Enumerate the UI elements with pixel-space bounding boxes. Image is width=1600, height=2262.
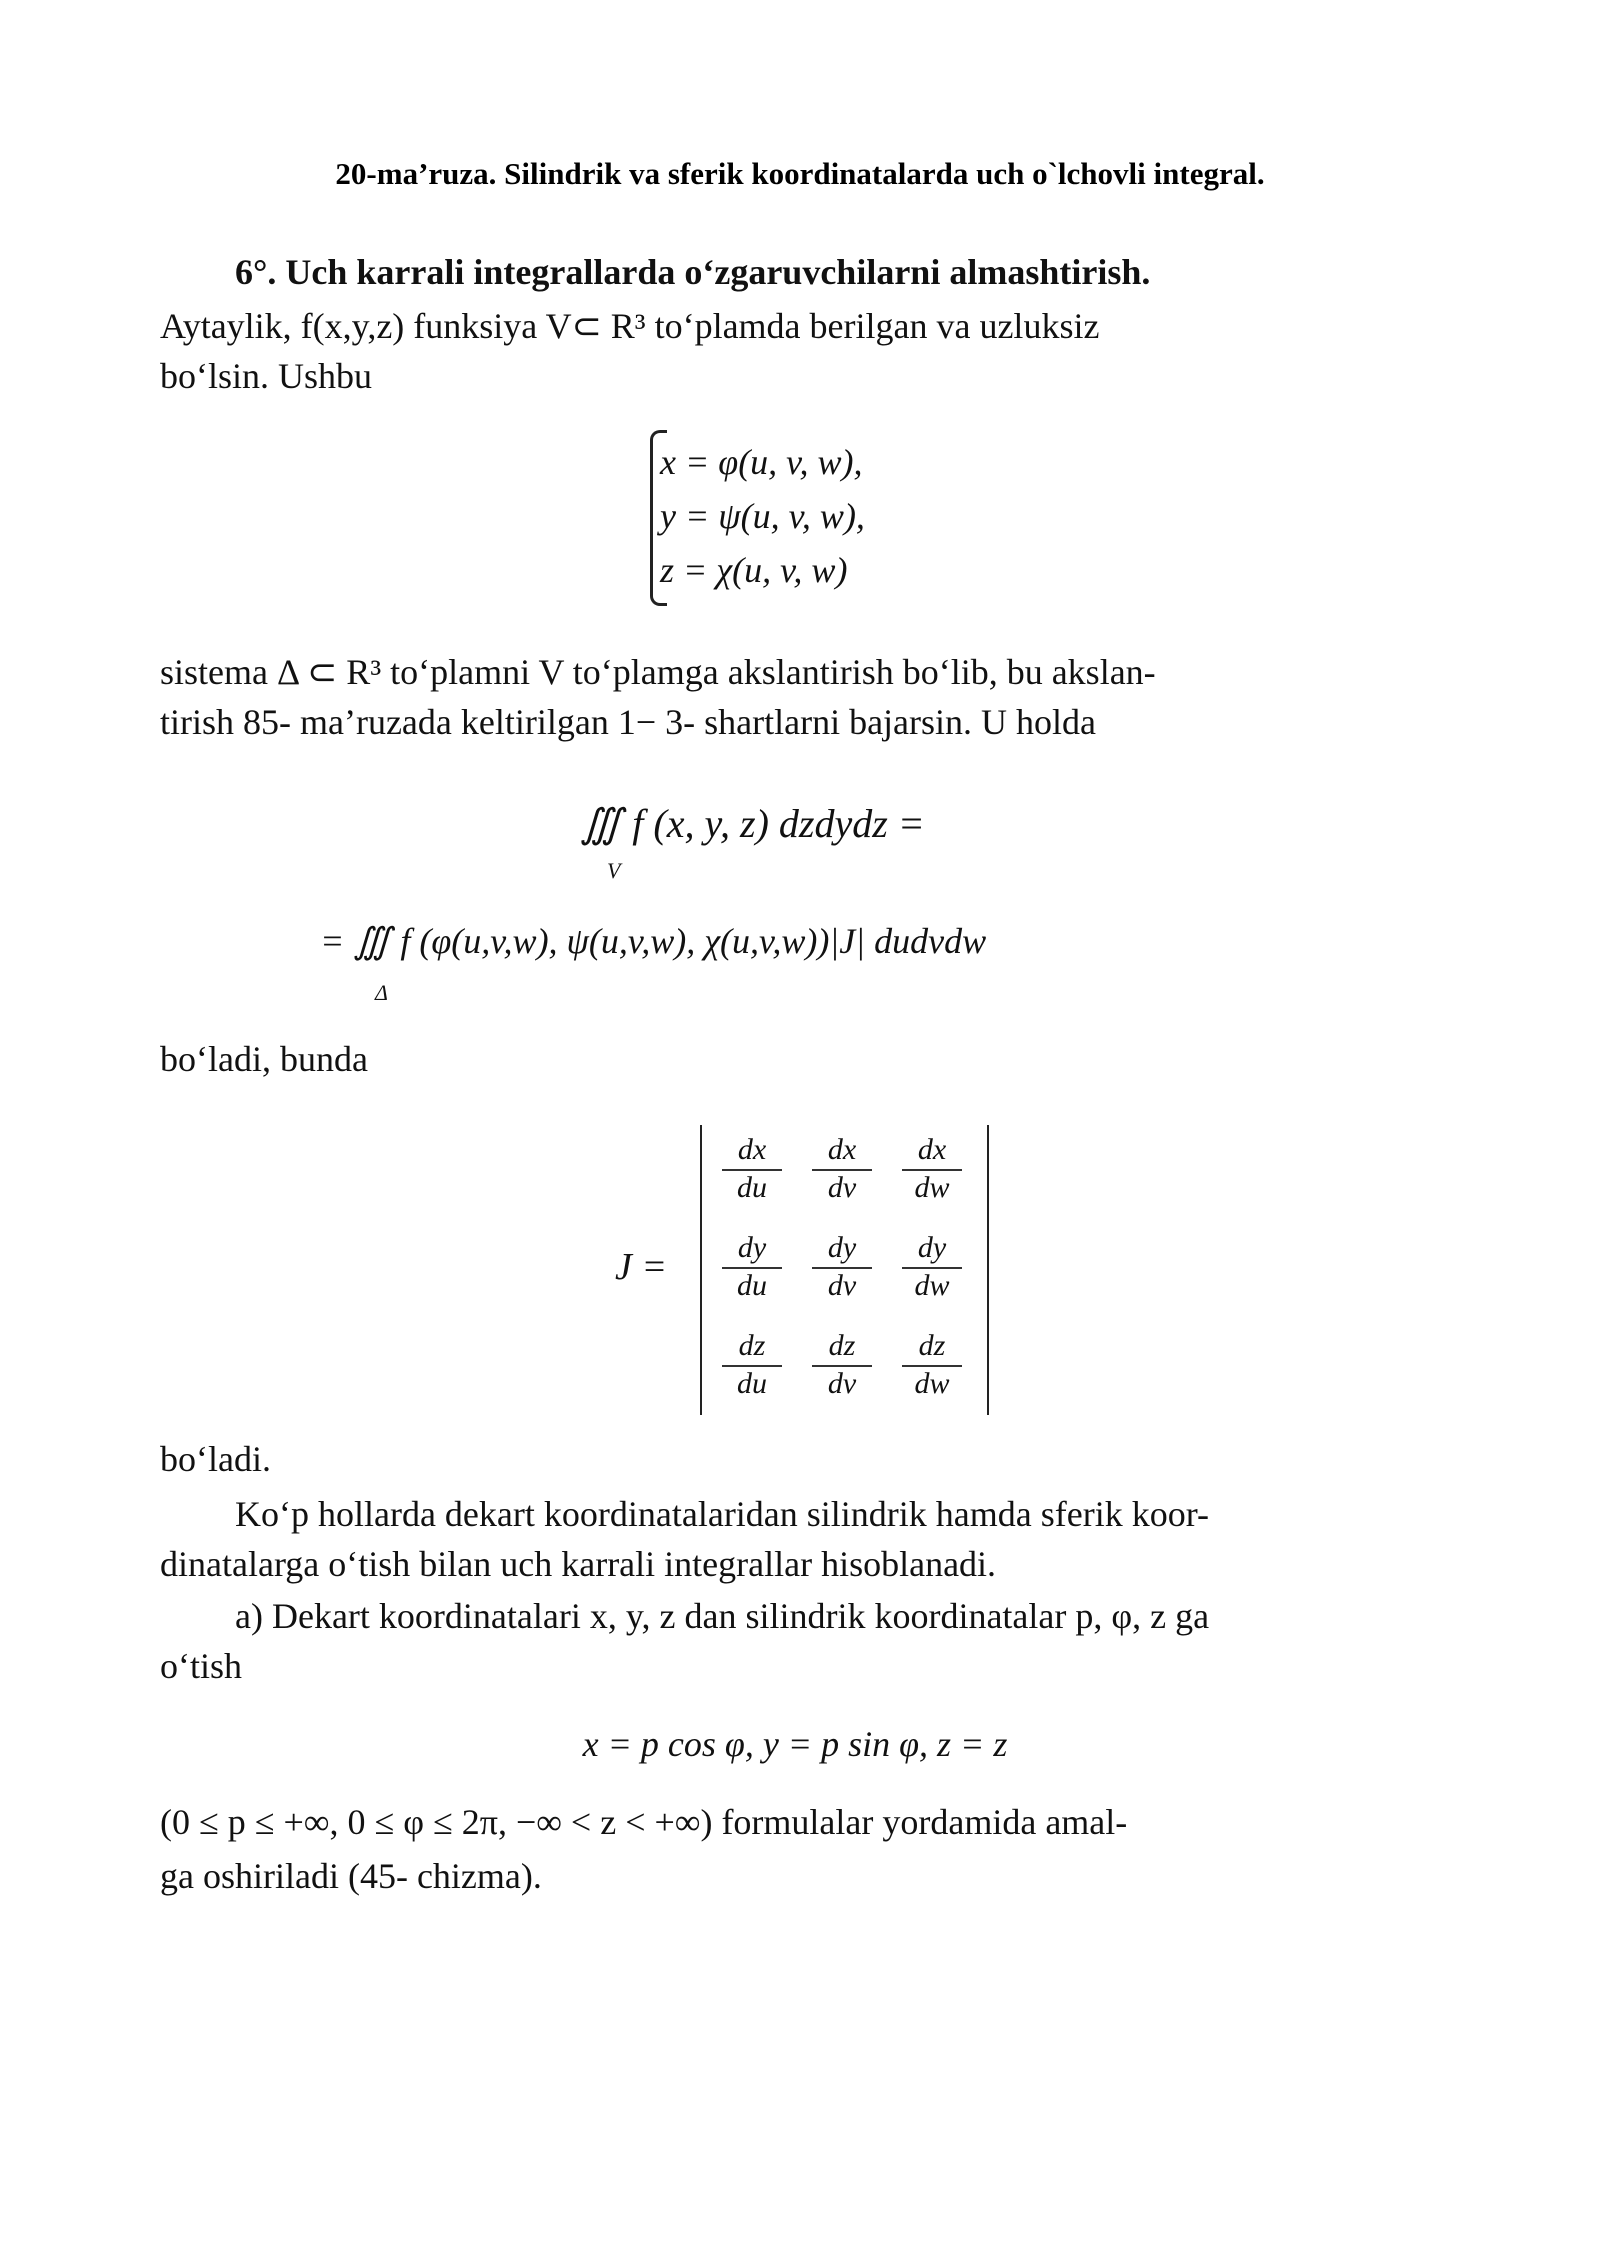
triple-integral-delta: = ∭ f (φ(u,v,w), ψ(u,v,w), χ(u,v,w))|J| dudvdw (320, 921, 987, 961)
intro-line-1: Aytaylik, f(x,y,z) funksiya V⊂ R³ to‘plamda berilgan va uzluksiz (160, 306, 1100, 346)
jacobian-entry: $\frac{dy}{dv}$ (812, 1231, 872, 1303)
jacobian-determinant (700, 1125, 989, 1415)
integral-domain-v: V (607, 858, 621, 883)
jacobian-entry: $\frac{dz}{dw}$ (902, 1329, 962, 1401)
boladi-bunda: bo‘ladi, bunda (160, 1039, 368, 1079)
jacobian-entry: $\frac{dy}{dw}$ (902, 1231, 962, 1303)
scanned-text-block (160, 240, 1450, 1930)
jacobian-entry: $\frac{dx}{dw}$ (902, 1133, 962, 1205)
jacobian-entry: $\frac{dx}{du}$ (722, 1133, 782, 1205)
mapping-system (660, 435, 865, 597)
cylindrical-formula: x = p cos φ, y = p sin φ, z = z (582, 1724, 1008, 1764)
jacobian-entry: $\frac{dy}{du}$ (722, 1231, 782, 1303)
paragraph-2-line-1: sistema Δ ⊂ R³ to‘plamni V to‘plamga akslantirish bo‘lib, bu akslan- (160, 652, 1156, 692)
page-title: 20-ma’ruza. Silindrik va sferik koordinatalarda uch o`lchovli integral. (335, 156, 1265, 191)
boladi: bo‘ladi. (160, 1439, 271, 1479)
paragraph-5-line-2: ga oshiriladi (45- chizma). (160, 1856, 542, 1896)
jacobian-label: J = (615, 1246, 668, 1288)
triple-integral-v: ∭ f (x, y, z) dzdydz = (580, 801, 925, 846)
paragraph-4-line-1: a) Dekart koordinatalari x, y, z dan silindrik koordinatalar p, φ, z ga (235, 1596, 1210, 1636)
jacobian-entry: $\frac{dx}{dv}$ (812, 1133, 872, 1205)
paragraph-3-line-2: dinatalarga o‘tish bilan uch karrali integrallar hisoblanadi. (160, 1544, 997, 1584)
system-equation-y: y = ψ(u, v, w), (660, 496, 865, 536)
paragraph-4-line-2: o‘tish (160, 1646, 243, 1686)
integral-domain-delta: Δ (375, 980, 388, 1005)
jacobian-entry: $\frac{dz}{dv}$ (812, 1329, 872, 1401)
system-equation-x: x = φ(u, v, w), (660, 442, 863, 482)
system-equation-z: z = χ(u, v, w) (660, 550, 848, 590)
paragraph-2-line-2: tirish 85- ma’ruzada keltirilgan 1− 3- shartlarni bajarsin. U holda (160, 702, 1097, 742)
paragraph-3-line-1: Ko‘p hollarda dekart koordinatalaridan silindrik hamda sferik koor- (235, 1494, 1209, 1534)
section-heading: 6°. Uch karrali integrallarda o‘zgaruvchilarni almashtirish. (235, 252, 1151, 292)
paragraph-5-line-1: (0 ≤ p ≤ +∞, 0 ≤ φ ≤ 2π, −∞ < z < +∞) formulalar yordamida amal- (160, 1802, 1128, 1842)
intro-line-2: bo‘lsin. Ushbu (160, 356, 373, 396)
jacobian-entry: $\frac{dz}{du}$ (722, 1329, 782, 1401)
